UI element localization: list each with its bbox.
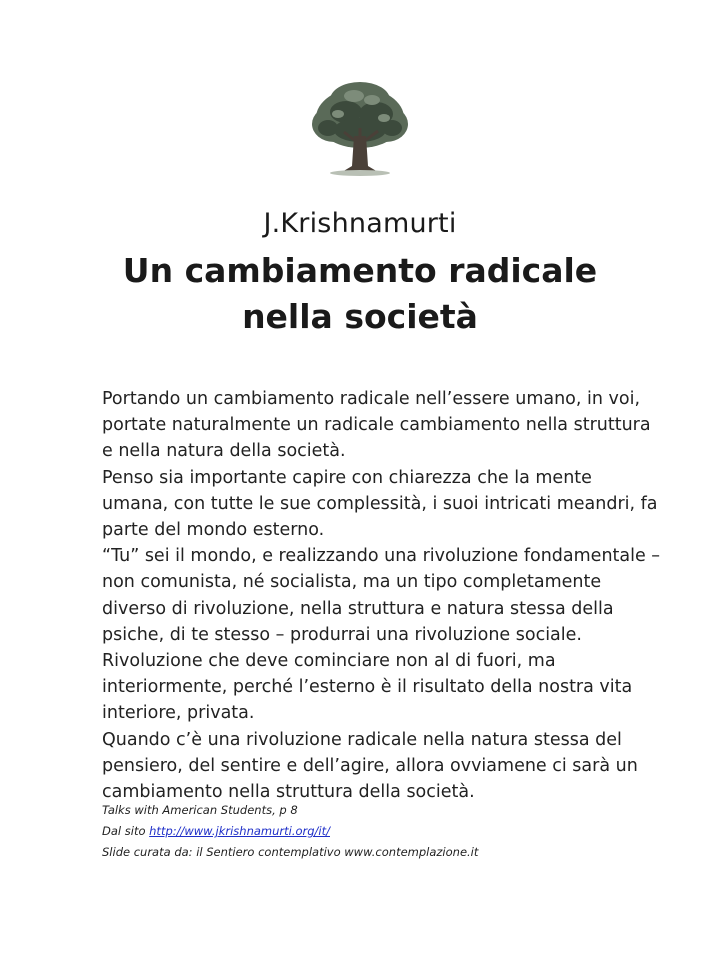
site-link[interactable]: http://www.jkrishnamurti.org/it/ [149, 824, 330, 838]
author-name: J.Krishnamurti [263, 208, 457, 239]
tree-icon [304, 74, 416, 186]
curator-line: Slide curata da: il Sentiero contemplativo www.contemplazione.it [102, 845, 479, 859]
paragraph: Penso sia importante capire con chiarezza che la mente umana, con tutte le sue complessità, i suoi intricati meandri, fa parte del mondo esterno. [102, 467, 658, 541]
paragraph: Quando c’è una rivoluzione radicale nella natura stessa del pensiero, del sentire e dell’agire, allora ovviamene ci sarà un cambiamento nella struttura della società. [102, 729, 638, 803]
site-prefix: Dal sito [102, 824, 150, 838]
paragraph: Portando un cambiamento radicale nell’essere umano, in voi, portate naturalmente un radicale cambiamento nella struttura e nella natura della società. [102, 389, 651, 462]
site-line [102, 821, 662, 842]
quote-body [102, 386, 662, 805]
credits [102, 800, 662, 863]
source-citation: Talks with American Students, p 8 [102, 803, 298, 817]
page-title [0, 248, 720, 340]
paragraph: “Tu” sei il mondo, e realizzando una rivoluzione fondamentale – non comunista, né socialista, ma un tipo completamente diverso di rivoluzione, nella struttura e natura stessa della psiche, di te stesso – produrrai una rivoluzione sociale. [102, 546, 661, 645]
title-line: nella società [242, 297, 478, 336]
paragraph: Rivoluzione che deve cominciare non al di fuori, ma interiormente, perché l’esterno è il risultato della nostra vita interiore, privata. [102, 651, 633, 724]
title-line: Un cambiamento radicale [122, 251, 598, 290]
